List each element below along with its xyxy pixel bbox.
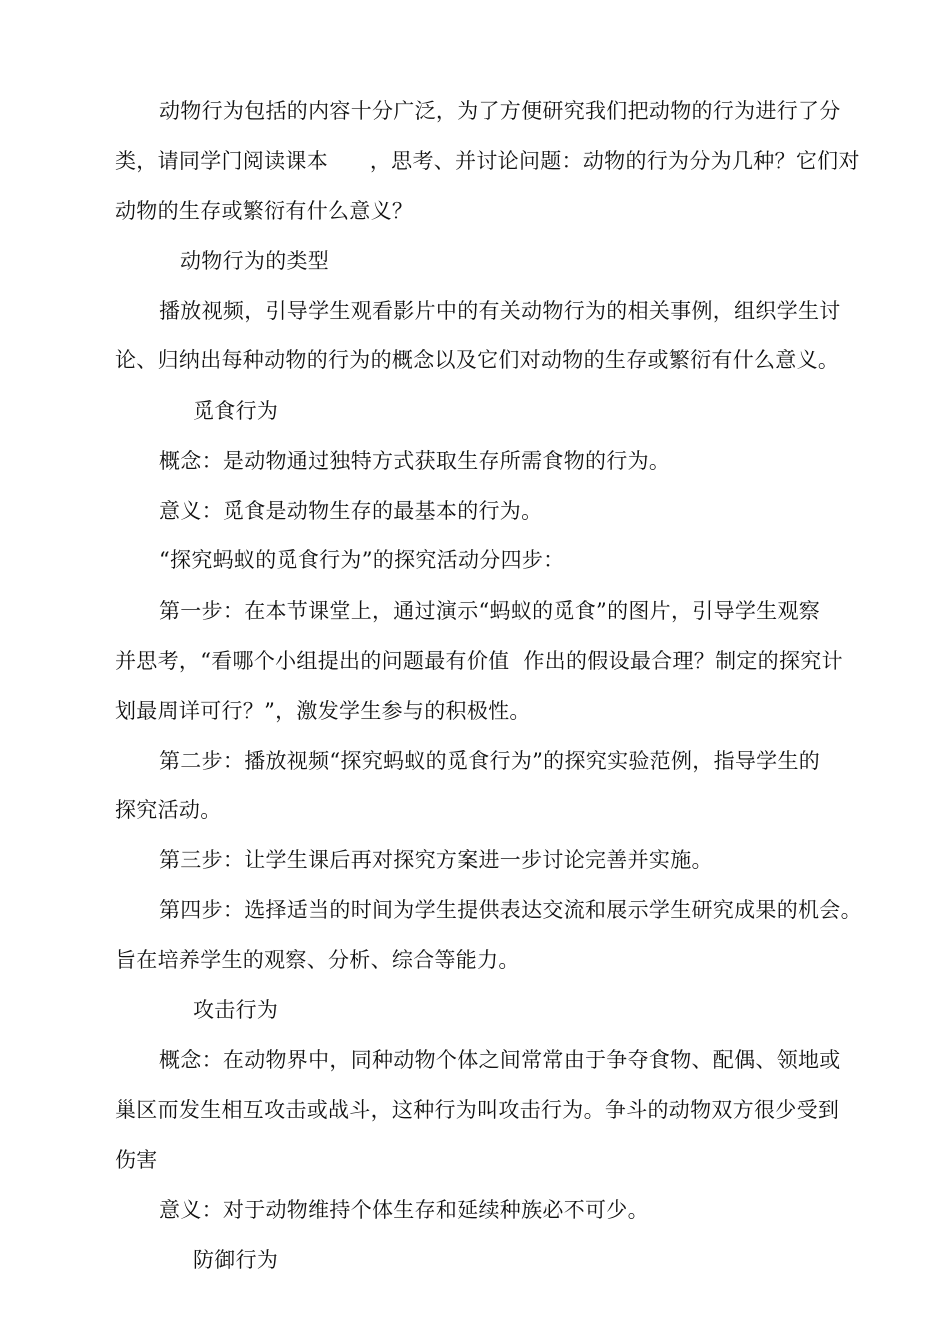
step-2-line-2: 探究活动。 xyxy=(115,798,222,822)
attack-meaning: 意义：对于动物维持个体生存和延续种族必不可少。 xyxy=(159,1198,649,1222)
step-2-line-1: 第二步：播放视频“探究蚂蚁的觅食行为”的探究实验范例，指导学生的 xyxy=(159,749,821,773)
step-4-line-1: 第四步：选择适当的时间为学生提供表达交流和展示学生研究成果的机会。 xyxy=(159,898,862,922)
step-4-line-2: 旨在培养学生的观察、分析、综合等能力。 xyxy=(115,948,520,972)
paragraph-intro-line-3: 动物的生存或繁衍有什么意义？ xyxy=(115,199,414,223)
foraging-concept: 概念：是动物通过独特方式获取生存所需食物的行为。 xyxy=(159,449,671,473)
step-3: 第三步：让学生课后再对探究方案进一步讨论完善并实施。 xyxy=(159,848,713,872)
step-1-line-1: 第一步：在本节课堂上，通过演示“蚂蚁的觅食”的图片，引导学生观察 xyxy=(159,599,821,623)
step-1-line-3: 划最周详可行？”，激发学生参与的积极性。 xyxy=(115,699,531,723)
attack-concept-line-2: 巢区而发生相互攻击或战斗，这种行为叫攻击行为。争斗的动物双方很少受到 xyxy=(115,1098,840,1122)
attack-concept-line-3: 伤害 xyxy=(115,1148,158,1172)
heading-defense-behavior: 防御行为 xyxy=(193,1248,279,1272)
heading-attack-behavior: 攻击行为 xyxy=(193,998,279,1022)
heading-behavior-types: 动物行为的类型 xyxy=(180,249,330,273)
paragraph-video-line-2: 论、归纳出每种动物的行为的概念以及它们对动物的生存或繁衍有什么意义。 xyxy=(115,348,840,372)
attack-concept-line-1: 概念：在动物界中，同种动物个体之间常常由于争夺食物、配偶、领地或 xyxy=(159,1048,841,1072)
heading-foraging-behavior: 觅食行为 xyxy=(193,399,279,423)
inquiry-intro: “探究蚂蚁的觅食行为”的探究活动分四步： xyxy=(159,548,565,572)
paragraph-video-line-1: 播放视频，引导学生观看影片中的有关动物行为的相关事例，组织学生讨 xyxy=(159,299,841,323)
foraging-meaning: 意义：觅食是动物生存的最基本的行为。 xyxy=(159,499,543,523)
paragraph-intro-line-1: 动物行为包括的内容十分广泛，为了方便研究我们把动物的行为进行了分 xyxy=(159,99,841,123)
step-1-line-2: 并思考，“看哪个小组提出的问题最有价值 作出的假设最合理？制定的探究计 xyxy=(115,649,843,673)
paragraph-intro-line-2: 类，请同学门阅读课本 ，思考、并讨论问题：动物的行为分为几种？它们对 xyxy=(115,149,860,173)
